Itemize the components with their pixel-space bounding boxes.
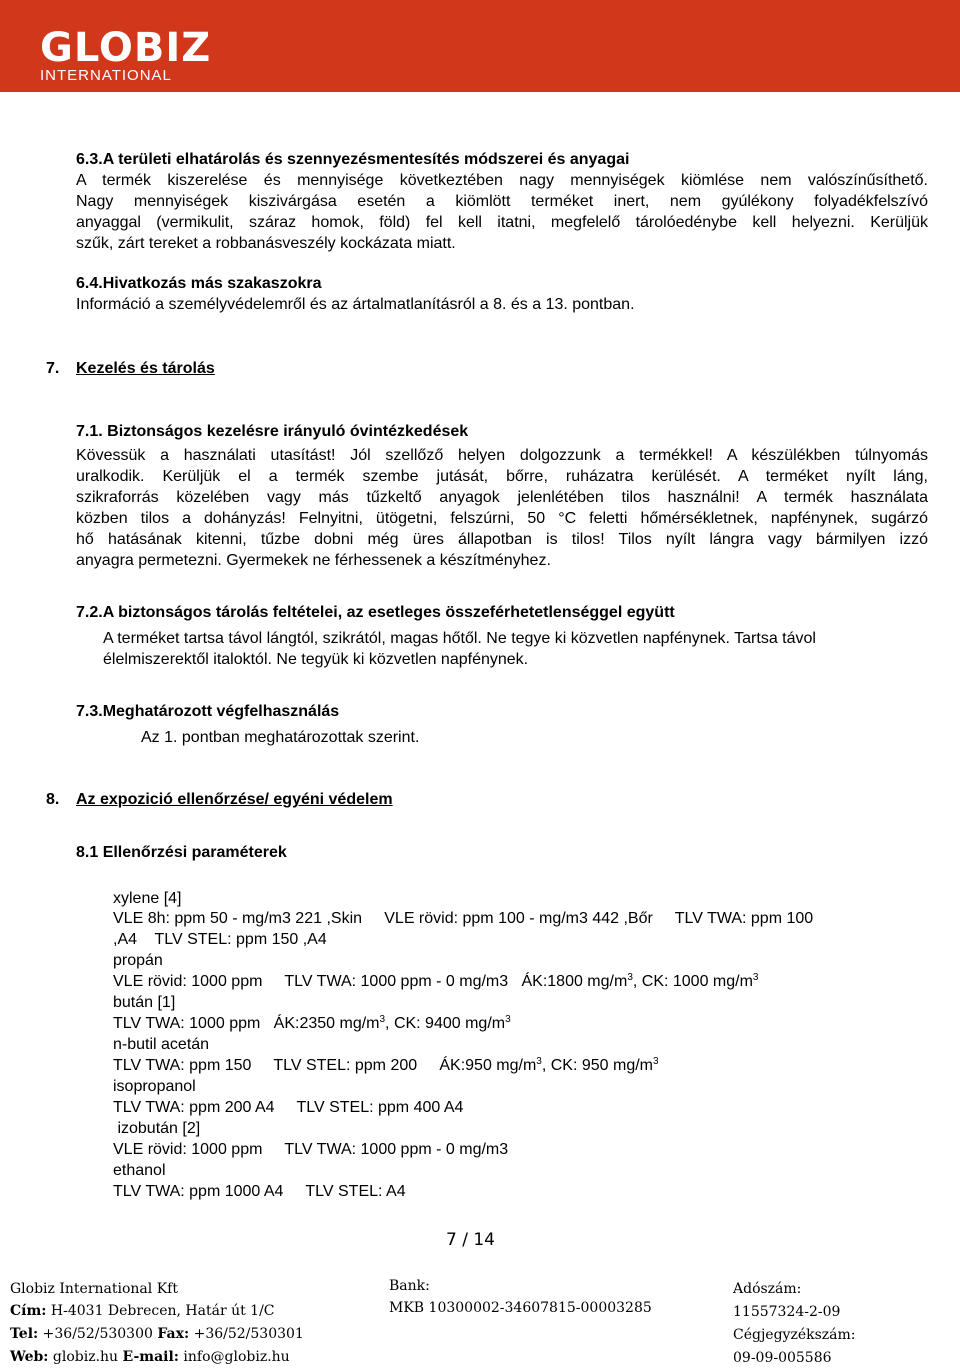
substance-name-butan: bután [1] [113, 994, 176, 1011]
logo-sub-text: INTERNATIONAL [40, 67, 172, 84]
propan-limits-line [113, 971, 758, 992]
substance-name-propan: propán [113, 952, 163, 969]
footer-web-value[interactable]: globiz.hu [52, 1349, 119, 1365]
footer-web [10, 1349, 290, 1365]
n-butil-limits-a: TLV TWA: ppm 150 TLV STEL: ppm 200 ÁK:950 mg/m [113, 1057, 537, 1074]
footer-reg-label: Cégjegyzékszám: [733, 1327, 856, 1343]
section-7-3-title: 7.3.Meghatározott végfelhasználás [76, 703, 340, 720]
page-number: 7 / 14 [446, 1230, 495, 1250]
n-butil-limits-line [113, 1055, 659, 1076]
superscript-3: 3 [536, 1056, 542, 1067]
izobutan-limits-line: VLE rövid: 1000 ppm TLV TWA: 1000 ppm - 0 mg/m3 [113, 1141, 509, 1158]
xylene-limits-line: ,A4 TLV STEL: ppm 150 ,A4 [113, 931, 327, 948]
company-logo [40, 25, 212, 84]
footer-web-label: Web: [10, 1349, 49, 1365]
footer-tel-label: Tel: [10, 1326, 39, 1342]
footer-fax-label: Fax: [157, 1326, 190, 1342]
section-7-2-line: A terméket tartsa távol lángtól, szikrától, magas hőtől. Ne tegye ki közvetlen napfénynek. Tartsa távol [103, 630, 816, 647]
footer-tel-value: +36/52/530300 [42, 1326, 153, 1342]
section-6-4-title: 6.4.Hivatkozás más szakaszokra [76, 275, 322, 292]
butan-limits-a: TLV TWA: 1000 ppm ÁK:2350 mg/m [113, 1015, 380, 1032]
section-8-1-title: 8.1 Ellenőrzési paraméterek [76, 844, 287, 861]
section-6-3-title: 6.3.A területi elhatárolás és szennyezésmentesítés módszerei és anyagai [76, 151, 630, 168]
substance-name-xylene: xylene [4] [113, 890, 182, 907]
section-7-1-line: anyagra permetezni. Gyermekek ne férhessenek a készítményhez. [76, 552, 551, 569]
footer-address-value: H-4031 Debrecen, Határ út 1/C [50, 1303, 275, 1319]
section-6-4-text: Információ a személyvédelemről és az ártalmatlanításról a 8. és a 13. pontban. [76, 296, 635, 313]
section-7-2-title: 7.2.A biztonságos tárolás feltételei, az esetleges összeférhetetlenséggel együtt [76, 604, 675, 621]
section-6-3-line: Nagy mennyiségek kiszivárgása esetén a kiömlött terméket inert, nem gyúlékony folyadékfelszívó [76, 193, 928, 210]
footer-address-label: Cím: [10, 1303, 47, 1319]
butan-limits-line [113, 1013, 511, 1034]
superscript-3: 3 [653, 1056, 659, 1067]
footer-bank-label: Bank: [389, 1278, 430, 1294]
xylene-limits-line: VLE 8h: ppm 50 - mg/m3 221 ,Skin VLE rövid: ppm 100 - mg/m3 442 ,Bőr TLV TWA: ppm 100 [113, 910, 814, 927]
footer-phone [10, 1326, 304, 1342]
superscript-3: 3 [752, 972, 759, 983]
footer-company: Globiz International Kft [10, 1281, 178, 1297]
propan-limits-b: , CK: 1000 mg/m [632, 973, 753, 990]
footer-tax-value: 11557324-2-09 [733, 1304, 841, 1320]
section-7-1-line: szikraforrás közelében vagy más tűzkeltő anyagok jelenlétében tilos használni! A termék használata [76, 489, 928, 506]
section-7-1-title: 7.1. Biztonságos kezelésre irányuló óvintézkedések [76, 423, 469, 440]
substance-name-ethanol: ethanol [113, 1162, 166, 1179]
footer-email-label: E-mail: [122, 1349, 179, 1365]
superscript-3: 3 [379, 1014, 386, 1025]
section-8-title: Az expozició ellenőrzése/ egyéni védelem [76, 791, 393, 808]
footer-fax-value: +36/52/530301 [193, 1326, 304, 1342]
footer-reg-value: 09-09-005586 [733, 1350, 832, 1366]
footer-bank-value: MKB 10300002-34607815-00003285 [389, 1300, 652, 1316]
n-butil-limits-b: , CK: 950 mg/m [541, 1057, 654, 1074]
section-6-3-line: A termék kiszerelése és mennyisége következtében nagy mennyiségek kiömlése nem valószínűsíthető. [76, 172, 928, 189]
section-7-1-body [76, 445, 928, 571]
logo-main-text: GLOBIZ [40, 25, 212, 71]
section-7-1-line: Kövessük a használati utasítást! Jól szellőző helyen dolgozzunk a termékkel! A készülékben túlnyomás [76, 447, 928, 464]
section-6-3-line: szűk, zárt tereket a robbanásveszély kockázata miatt. [76, 235, 456, 252]
section-7-title: Kezelés és tárolás [76, 360, 215, 377]
isopropanol-limits-line: TLV TWA: ppm 200 A4 TLV STEL: ppm 400 A4 [113, 1099, 464, 1116]
header-band [0, 0, 960, 92]
footer-address [10, 1303, 275, 1319]
section-7-1-line: közben tilos a dohányzás! Felnyitni, ütögetni, felszúrni, 50 °C feletti hőmérsékletnek, napfénynek, sugárzó [76, 510, 928, 527]
substance-name-izobutan: izobután [2] [113, 1120, 201, 1137]
propan-limits-a: VLE rövid: 1000 ppm TLV TWA: 1000 ppm - 0 mg/m3 ÁK:1800 mg/m [113, 973, 628, 990]
substance-name-isopropanol: isopropanol [113, 1078, 196, 1095]
footer-email-value[interactable]: info@globiz.hu [183, 1349, 290, 1365]
section-7-3-text: Az 1. pontban meghatározottak szerint. [141, 729, 420, 746]
section-7-number: 7. [46, 360, 60, 377]
ethanol-limits-line: TLV TWA: ppm 1000 A4 TLV STEL: A4 [113, 1183, 406, 1200]
footer-tax-label: Adószám: [733, 1281, 802, 1297]
butan-limits-b: , CK: 9400 mg/m [385, 1015, 506, 1032]
section-6-3-line: anyaggal (vermikulit, száraz homok, föld) fel kell itatni, megfelelő tárolóedénybe kell helyezni. Kerüljük [76, 214, 928, 231]
section-8-number: 8. [46, 791, 60, 808]
substance-name-n-butil: n-butil acetán [113, 1036, 210, 1053]
section-7-1-line: hő hatásának kitenni, tűzbe dobni még üres állapotban is tilos! Tilos nyílt lángra vagy bármilyen izzó [76, 531, 928, 548]
superscript-3: 3 [627, 972, 633, 983]
section-7-1-line: uralkodik. Kerüljük el a termék szembe jutását, bőrre, ruházatra kerülését. A terméket nyílt láng, [76, 468, 928, 485]
section-7-2-line: élelmiszerektől italoktól. Ne tegyük ki közvetlen napfénynek. [103, 651, 529, 668]
section-6-3-body [76, 170, 928, 254]
superscript-3: 3 [505, 1014, 511, 1025]
